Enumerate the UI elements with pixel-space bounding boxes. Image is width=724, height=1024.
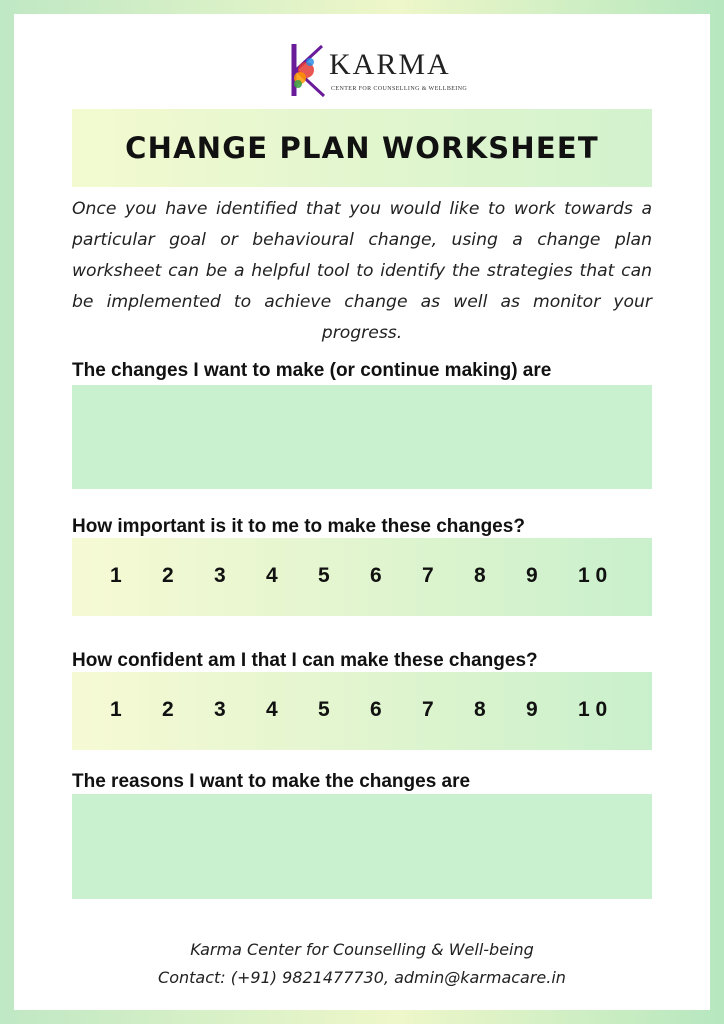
importance-scale-option[interactable]: 8 [474,564,486,587]
title-banner [72,109,652,187]
confidence-scale-option[interactable]: 3 [214,698,226,721]
page-title: CHANGE PLAN WORKSHEET [125,131,599,165]
footer-contact: Contact: (+91) 9821477730, admin@karmacare.in [158,968,566,987]
confidence-scale-option[interactable]: 6 [370,698,382,721]
confidence-scale-option[interactable]: 9 [526,698,538,721]
importance-scale [72,538,652,616]
importance-scale-option[interactable]: 7 [422,564,434,587]
logo-wordmark: KARMA [329,48,451,81]
importance-scale-option[interactable]: 9 [526,564,538,587]
importance-scale-option[interactable]: 1 0 [578,564,608,587]
importance-scale-option[interactable]: 1 [110,564,122,587]
importance-scale-option[interactable]: 2 [162,564,174,587]
karma-logo-icon [284,40,332,100]
changes-answer-box[interactable] [72,385,652,489]
confidence-scale-option[interactable]: 8 [474,698,486,721]
confidence-label: How confident am I that I can make these changes? [72,650,538,671]
importance-label: How important is it to me to make these changes? [72,516,525,537]
intro-paragraph: Once you have identified that you would like to work towards a particular goal or behavioural change, using a change plan worksheet can be a helpful tool to identify the strategies that can be implemented to achieve change as well as monitor your progress. [72,199,652,343]
logo-subtitle: CENTER FOR COUNSELLING & WELLBEING [331,86,468,92]
reasons-label: The reasons I want to make the changes are [72,771,471,792]
importance-scale-option[interactable]: 3 [214,564,226,587]
confidence-scale-option[interactable]: 1 0 [578,698,608,721]
importance-scale-option[interactable]: 4 [266,564,278,587]
karma-logo [284,40,468,112]
confidence-scale-option[interactable]: 5 [318,698,330,721]
confidence-scale-option[interactable]: 4 [266,698,278,721]
reasons-answer-box[interactable] [72,794,652,899]
changes-label: The changes I want to make (or continue making) are [72,360,552,381]
footer-organization: Karma Center for Counselling & Well-being [190,940,534,959]
worksheet-page [14,14,710,1010]
confidence-scale-option[interactable]: 7 [422,698,434,721]
importance-scale-option[interactable]: 5 [318,564,330,587]
importance-scale-option[interactable]: 6 [370,564,382,587]
confidence-scale-option[interactable]: 1 [110,698,122,721]
confidence-scale [72,672,652,750]
confidence-scale-option[interactable]: 2 [162,698,174,721]
